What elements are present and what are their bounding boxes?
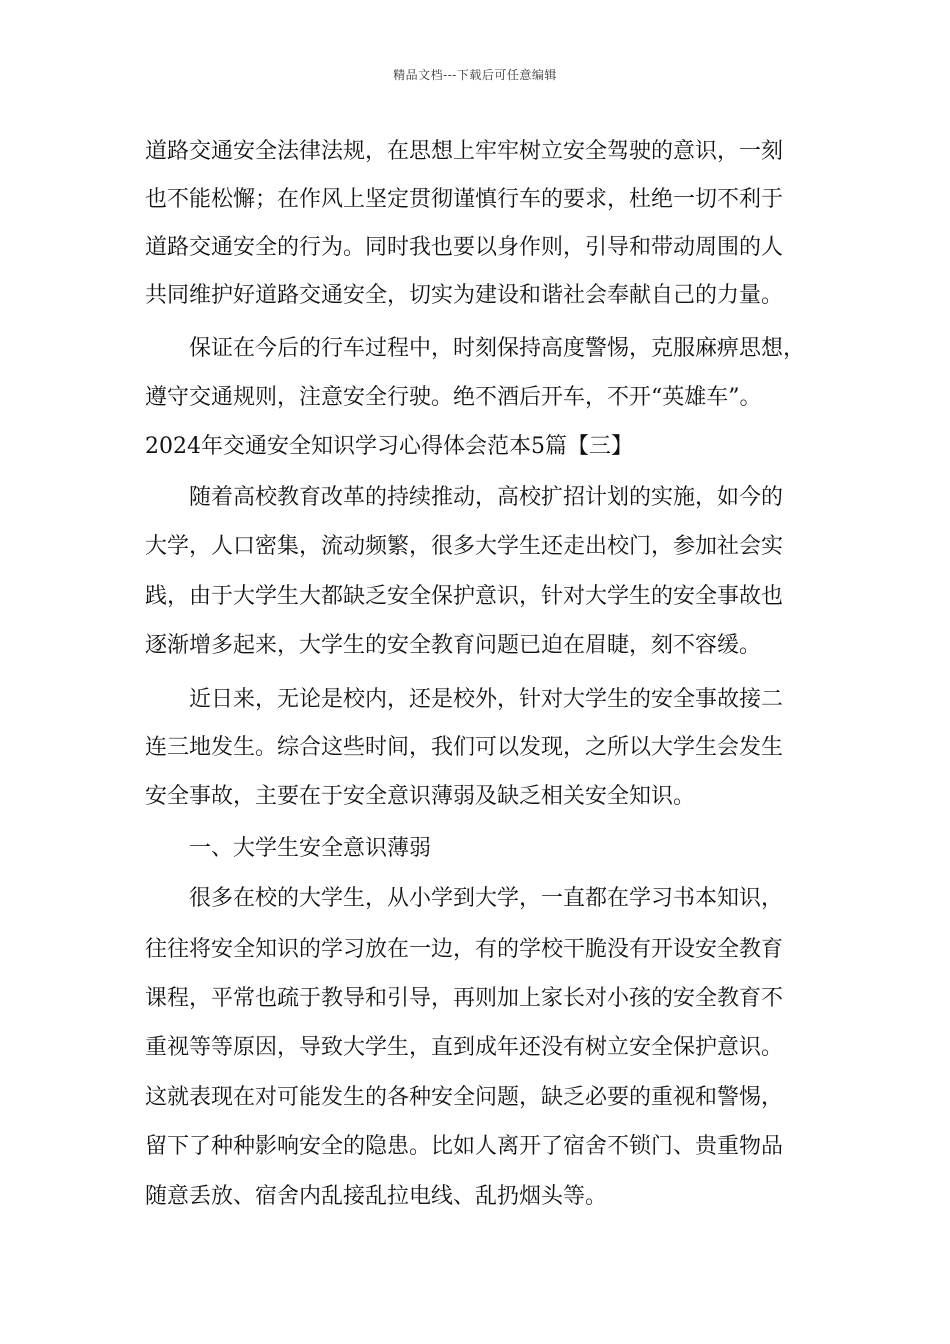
paragraph-line: 这就表现在对可能发生的各种安全问题，缺乏必要的重视和警惕， — [145, 1085, 784, 1110]
paragraph-line: 道路交通安全的行为。同时我也要以身作则，引导和带动周围的人 — [145, 235, 784, 260]
paragraph-line: 道路交通安全法律法规，在思想上牢牢树立安全驾驶的意识，一刻 — [145, 139, 784, 164]
paragraph-line: 安全事故，主要在于安全意识薄弱及缺乏相关安全知识。 — [145, 784, 696, 809]
section-title: 2024年交通安全知识学习心得体会范本5篇【三】 — [145, 434, 633, 459]
paragraph-line: 也不能松懈；在作风上坚定贯彻谨慎行车的要求，杜绝一切不利于 — [145, 187, 784, 212]
paragraph-line: 保证在今后的行车过程中，时刻保持高度警惕，克服麻痹思想， — [189, 336, 806, 361]
paragraph-line: 随着高校教育改革的持续推动，高校扩招计划的实施，如今的 — [189, 485, 784, 510]
paragraph-line: 随意丢放、宿舍内乱接乱拉电线、乱扔烟头等。 — [145, 1184, 608, 1209]
paragraph-line: 往往将安全知识的学习放在一边，有的学校干脆没有开设安全教育 — [145, 937, 784, 962]
paragraph-line: 共同维护好道路交通安全，切实为建设和谐社会奉献自己的力量。 — [145, 283, 784, 308]
paragraph-line: 连三地发生。综合这些时间，我们可以发现，之所以大学生会发生 — [145, 735, 784, 760]
paragraph-line: 近日来，无论是校内，还是校外，针对大学生的安全事故接二 — [189, 687, 784, 712]
paragraph-line: 留下了种种影响安全的隐患。比如人离开了宿舍不锁门、贵重物品 — [145, 1134, 784, 1159]
paragraph-line: 课程，平常也疏于教导和引导，再则加上家长对小孩的安全教育不 — [145, 986, 784, 1011]
paragraph-line: 很多在校的大学生，从小学到大学，一直都在学习书本知识， — [189, 886, 784, 911]
page-header: 精品文档---下载后可任意编辑 — [393, 68, 557, 82]
paragraph-line: 重视等等原因，导致大学生，直到成年还没有树立安全保护意识。 — [145, 1035, 784, 1060]
subheading: 一、大学生安全意识薄弱 — [189, 836, 432, 861]
paragraph-line: 逐渐增多起来，大学生的安全教育问题已迫在眉睫，刻不容缓。 — [145, 633, 762, 658]
paragraph-line: 践，由于大学生大都缺乏安全保护意识，针对大学生的安全事故也 — [145, 584, 784, 609]
paragraph-line: 大学，人口密集，流动频繁，很多大学生还走出校门，参加社会实 — [145, 534, 784, 559]
paragraph-line: 遵守交通规则，注意安全行驶。绝不酒后开车，不开“英雄车”。 — [145, 385, 762, 410]
